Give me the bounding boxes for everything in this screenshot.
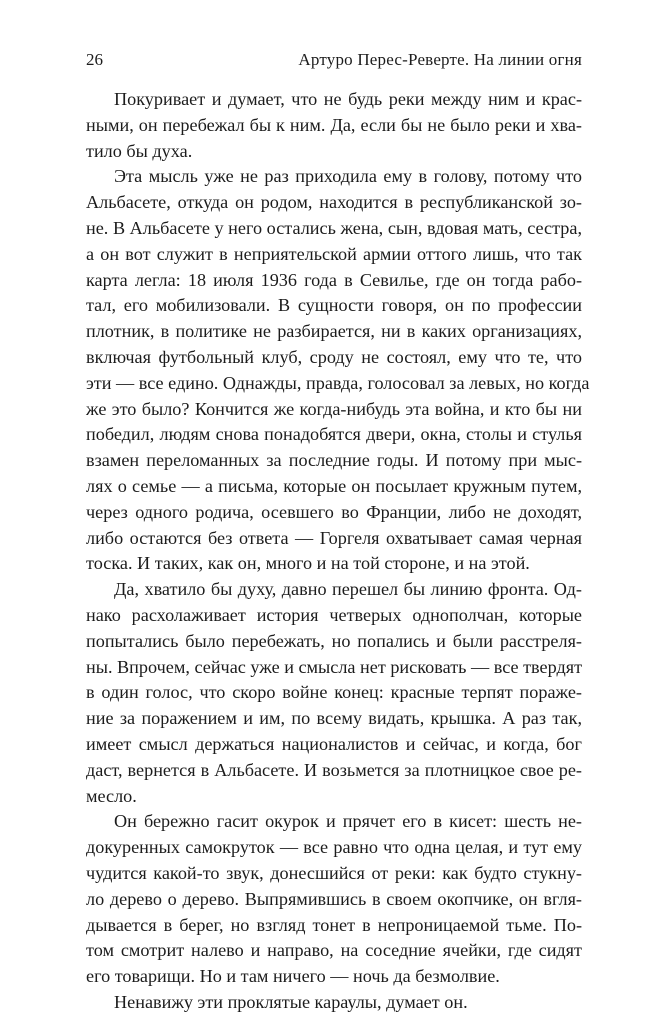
text-line: карта легла: 18 июля 1936 года в Севилье, где он тогда рабо- [86, 269, 582, 290]
text-line: же это было? Кончится же когда-нибудь эта война, и кто бы ни [86, 398, 582, 419]
text-line: попытались было перебежать, но попались и были расстреля- [86, 630, 582, 651]
text-line: либо остаются без ответа — Горгеля охватывает самая черная [86, 527, 582, 548]
page-header [86, 47, 582, 73]
text-line: включая футбольный клуб, сроду не состоял, ему что те, что [86, 346, 582, 367]
text-line: через одного родича, осевшего во Франции, либо не доходят, [86, 501, 582, 522]
text-line: Альбасете, откуда он родом, находится в республиканской зо- [86, 192, 582, 213]
paragraph [86, 87, 582, 164]
text-line: Ненавижу эти проклятые караулы, думает он. [114, 991, 468, 1012]
text-line: тило бы духа. [86, 140, 193, 161]
text-line: даст, вернется в Альбасете. И возьмется за плотницкое свое ре- [86, 759, 582, 780]
text-line: Да, хватило бы духу, давно перешел бы линию фронта. Од- [114, 579, 582, 600]
text-line: ными, он перебежал бы к ним. Да, если бы не было реки и хва- [86, 114, 582, 135]
text-line: а он вот служит в неприятельской армии оттого лишь, что так [86, 243, 582, 264]
text-line: ло дерево о дерево. Выпрямившись в своем окопчике, он вгля- [86, 888, 582, 909]
paragraph [86, 577, 582, 809]
text-line: нако расхолаживает история четверых однополчан, которые [86, 604, 582, 625]
text-line: дывается в берег, но взгляд тонет в непроницаемой тьме. По- [86, 914, 582, 935]
text-line: ны. Впрочем, сейчас уже и смысла нет рисковать — все твердят [86, 656, 583, 677]
text-line: Покуривает и думает, что не будь реки между ним и крас- [114, 89, 582, 109]
text-line: не. В Альбасете у него остались жена, сын, вдовая мать, сестра, [86, 217, 582, 238]
paragraph [86, 990, 582, 1016]
text-line: тал, его мобилизовали. В сущности говоря, он по профессии [86, 295, 582, 316]
text-line: том смотрит налево и направо, на соседние ячейки, где сидят [86, 940, 582, 961]
text-line: его товарищи. Но и там ничего — ночь да безмолвие. [86, 966, 500, 987]
text-line: тоска. И таких, как он, много и на той стороне, и на этой. [86, 553, 530, 574]
text-line: победил, людям снова понадобятся двери, окна, столы и стулья [86, 424, 582, 445]
text-line: чудится какой-то звук, донесшийся от реки: как будто стукну- [86, 862, 582, 883]
paragraph [86, 164, 590, 577]
text-line: эти — все едино. Однажды, правда, голосовал за левых, но когда [86, 372, 590, 393]
text-line: докуренных самокруток — все равно что одна целая, и тут ему [86, 837, 582, 858]
text-line: в один голос, что скоро войне конец: красные терпят пораже- [86, 682, 582, 703]
running-title: Артуро Перес-Реверте. На линии огня [298, 50, 582, 69]
text-line: месло. [86, 785, 137, 806]
paragraph [86, 809, 582, 990]
text-line: имеет смысл держаться националистов и сейчас, и когда, бог [86, 733, 582, 754]
page-number: 26 [86, 50, 103, 69]
body-text [86, 87, 590, 1016]
text-line: взамен переломанных за последние годы. И потому при мыс- [86, 450, 582, 471]
text-line: плотник, в политике не разбирается, ни в каких организациях, [86, 321, 582, 342]
text-line: ние за поражением и им, по всему видать, крышка. А раз так, [86, 708, 582, 729]
text-line: лях о семье — а письма, которые он посылает кружным путем, [86, 475, 582, 496]
text-line: Он бережно гасит окурок и прячет его в кисет: шесть не- [114, 811, 582, 832]
text-line: Эта мысль уже не раз приходила ему в голову, потому что [114, 166, 582, 187]
